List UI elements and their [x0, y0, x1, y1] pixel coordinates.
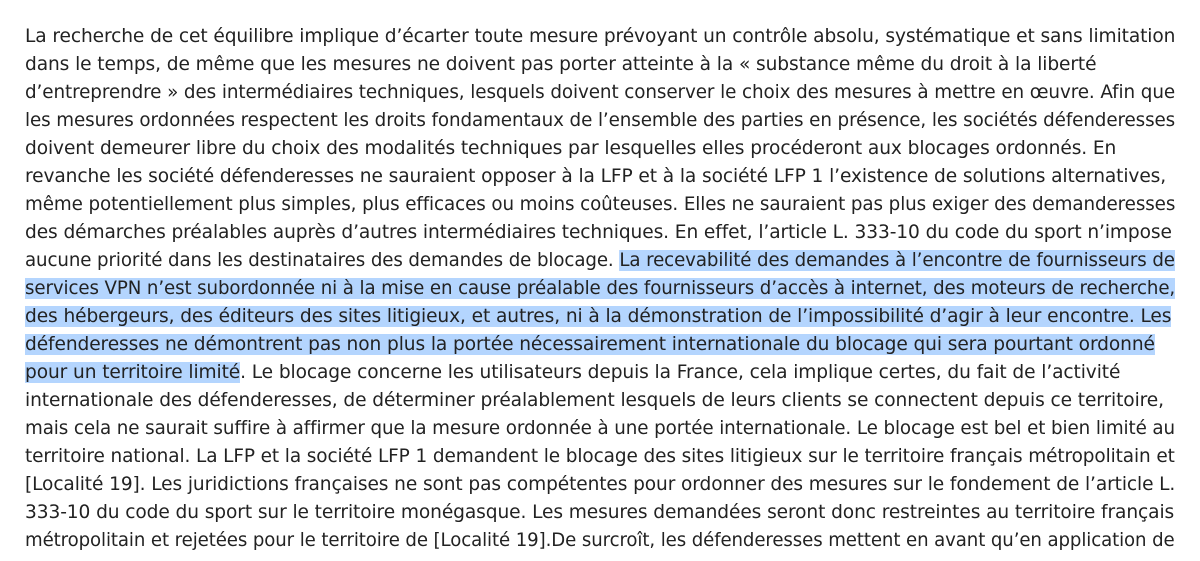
text-line-14: internationale des défenderesses, de déterminer préalablement lesquels de leurs clients se connectent depuis ce territoire, — [25, 390, 1164, 411]
selected-text[interactable]: La recevabilité des demandes à l’encontre de fournisseurs de — [619, 250, 1175, 271]
text-line-17: [Localité 19]. Les juridictions françaises ne sont pas compétentes pour ordonner des mesures sur le fondement de l’article L. — [25, 474, 1176, 495]
text-line-15: mais cela ne saurait suffire à affirmer que la mesure ordonnée à une portée internationale. Le blocage est bel et bien limité au — [25, 418, 1176, 439]
text-line-6: revanche les société défenderesses ne sauraient opposer à la LFP et à la société LFP 1 l’existence de solutions alternatives, — [25, 166, 1167, 187]
text-line-12 — [25, 330, 1155, 360]
selected-text[interactable]: des hébergeurs, des éditeurs des sites litigieux, et autres, ni à la démonstration de l’impossibilité d’agir à leur encontre. Les — [25, 306, 1172, 327]
text-line-10 — [25, 274, 1175, 304]
text-line-1: La recherche de cet équilibre implique d’écarter toute mesure prévoyant un contrôle absolu, systématique et sans limitation — [25, 26, 1176, 47]
text-line-3: d’entreprendre » des intermédiaires techniques, lesquels doivent conserver le choix des mesures à mettre en œuvre. Afin que — [25, 82, 1176, 103]
text-line-4: les mesures ordonnées respectent les droits fondamentaux de l’ensemble des parties en présence, les sociétés défenderesses — [25, 110, 1176, 131]
text-line-7: même potentiellement plus simples, plus efficaces ou moins coûteuses. Elles ne sauraient pas plus exiger des demanderesses — [25, 194, 1176, 215]
selected-text[interactable]: services VPN n’est subordonnée ni à la mise en cause préalable des fournisseurs d’accès à internet, des moteurs de recherche, — [25, 278, 1176, 299]
text-segment: aucune priorité dans les destinataires des demandes de blocage. — [25, 250, 620, 271]
text-line-2: dans le temps, de même que les mesures ne doivent pas porter atteinte à la « substance même du droit à la liberté — [25, 54, 1097, 75]
text-line-5: doivent demeurer libre du choix des modalités techniques par lesquelles elles procéderont aux blocages ordonnés. En — [25, 138, 1117, 159]
selected-text[interactable]: défenderesses ne démontrent pas non plus la portée nécessairement internationale du blocage qui sera pourtant ordonné — [25, 334, 1155, 355]
text-segment: . Le blocage concerne les utilisateurs depuis la France, cela implique certes, du fait de l’activité — [240, 362, 1121, 383]
text-line-9 — [25, 246, 1175, 276]
text-line-8: des démarches préalables auprès d’autres intermédiaires techniques. En effet, l’article L. 333-10 du code du sport n’impose — [25, 222, 1172, 243]
selected-text[interactable]: pour un territoire limité — [25, 362, 241, 383]
text-line-16: territoire national. La LFP et la société LFP 1 demandent le blocage des sites litigieux sur le territoire français métropolitain et — [25, 446, 1175, 467]
text-line-19: métropolitain et rejetées pour le territoire de [Localité 19].De surcroît, les défenderesses mettent en avant qu’en application de — [25, 530, 1175, 551]
text-line-13 — [25, 358, 1120, 388]
text-line-18: 333-10 du code du sport sur le territoire monégasque. Les mesures demandées seront donc restreintes au territoire français — [25, 502, 1175, 523]
text-line-11 — [25, 302, 1171, 332]
